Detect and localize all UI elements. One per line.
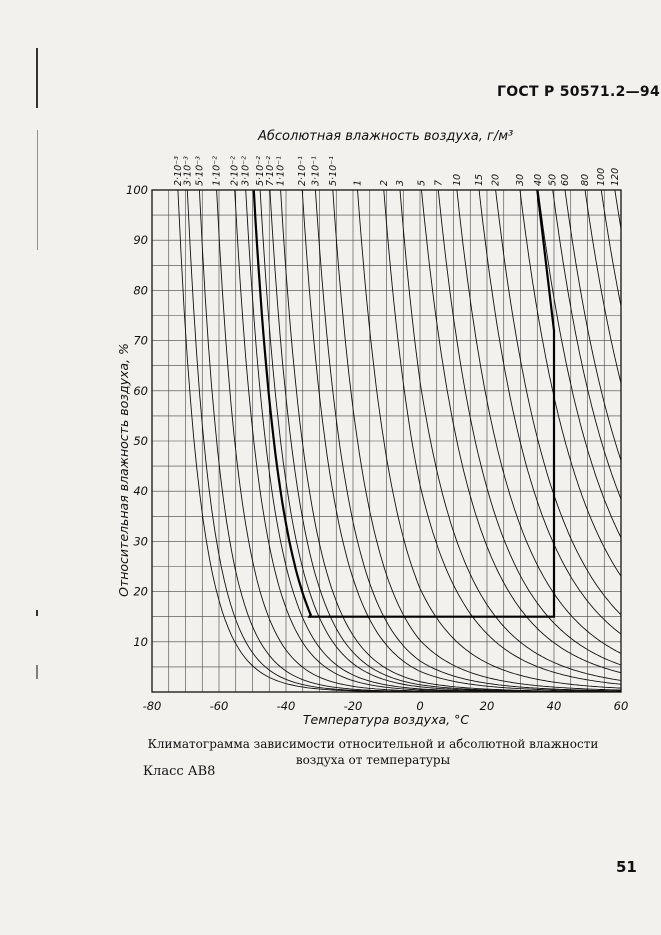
- isoline-curve: [496, 190, 621, 615]
- document-code: ГОСТ Р 50571.2—94: [497, 84, 661, 100]
- isoline-label: 3·10⁻³: [182, 156, 194, 186]
- y-tick-label: 10: [133, 634, 148, 649]
- isoline-label: 120: [609, 167, 621, 186]
- isoline-label: 2·10⁻¹: [297, 156, 309, 186]
- isoline-label: 20: [490, 173, 502, 186]
- caption-line-1: Климатограмма зависимости относительной и абсолютной влажности: [147, 737, 599, 751]
- isoline-curve: [615, 190, 621, 229]
- isoline-label: 7·10⁻²: [264, 156, 276, 186]
- y-axis-label: Относительная влажность воздуха, %: [116, 343, 131, 597]
- y-tick-label: 20: [133, 584, 148, 599]
- isoline-label: 15: [474, 173, 486, 186]
- y-tick-label: 90: [133, 233, 148, 248]
- isoline-curve: [479, 190, 621, 634]
- isoline-label: 5·10⁻²: [255, 156, 267, 186]
- isoline-label: 1·10⁻²: [211, 156, 223, 186]
- class-label: Класс АВ8: [143, 764, 216, 779]
- y-tick-label: 80: [133, 283, 148, 298]
- scan-mark: [36, 48, 38, 108]
- y-tick-label: 30: [133, 534, 148, 549]
- isoline-curve: [384, 190, 621, 684]
- y-tick-label: 100: [126, 183, 148, 197]
- isoline-label: 3·10⁻²: [240, 156, 252, 186]
- isoline-label: 3·10⁻¹: [310, 156, 322, 186]
- isoline-label: 10: [451, 173, 463, 186]
- x-tick-label: 20: [479, 699, 495, 713]
- y-tick-label: 40: [133, 484, 148, 499]
- isoline-label: 1·10⁻¹: [275, 156, 287, 186]
- isoline-label: 3: [395, 179, 407, 186]
- isoline-curve: [400, 190, 621, 680]
- isoline-curve: [553, 190, 621, 499]
- isoline-curve: [565, 190, 621, 460]
- isoline-label: 5·10⁻¹: [327, 156, 339, 186]
- isoline-label: 5·10⁻³: [194, 156, 206, 186]
- isoline-label: 80: [580, 173, 592, 186]
- caption-line-2: воздуха от температуры: [295, 753, 451, 767]
- x-tick-label: 40: [546, 699, 562, 713]
- isoline-label: 1: [352, 179, 364, 186]
- scan-mark: [36, 610, 38, 616]
- scan-mark: [37, 130, 38, 250]
- isoline-label: 50: [547, 173, 559, 186]
- isoline-label: 40: [533, 173, 545, 186]
- x-axis-label: Температура воздуха, °С: [302, 712, 470, 727]
- top-axis-label: Абсолютная влажность воздуха, г/м³: [258, 129, 514, 144]
- y-tick-label: 60: [133, 383, 148, 398]
- page-number: 51: [616, 858, 637, 876]
- y-tick-label: 50: [133, 434, 148, 448]
- x-tick-label: -20: [343, 699, 363, 713]
- y-tick-label: 70: [133, 333, 148, 348]
- isoline-label: 60: [559, 173, 571, 186]
- isoline-label: 5: [416, 179, 428, 186]
- isoline-label: 100: [596, 167, 608, 186]
- x-tick-label: -80: [142, 699, 162, 713]
- isoline-label: 2·10⁻²: [229, 156, 241, 186]
- x-tick-label: -60: [209, 699, 229, 713]
- isoline-curve: [457, 190, 621, 653]
- isoline-curve: [358, 190, 622, 688]
- isoline-label: 30: [514, 173, 526, 186]
- isoline-label: 2: [378, 179, 390, 186]
- x-tick-label: 0: [416, 699, 424, 713]
- isoline-label: 7: [433, 179, 445, 186]
- isoline-curve: [585, 190, 621, 383]
- x-tick-label: -40: [276, 699, 296, 713]
- isoline-label: 2·10⁻³: [172, 156, 184, 186]
- isoline-curve: [422, 190, 622, 673]
- x-tick-label: 60: [613, 699, 629, 713]
- scan-mark: [36, 665, 38, 679]
